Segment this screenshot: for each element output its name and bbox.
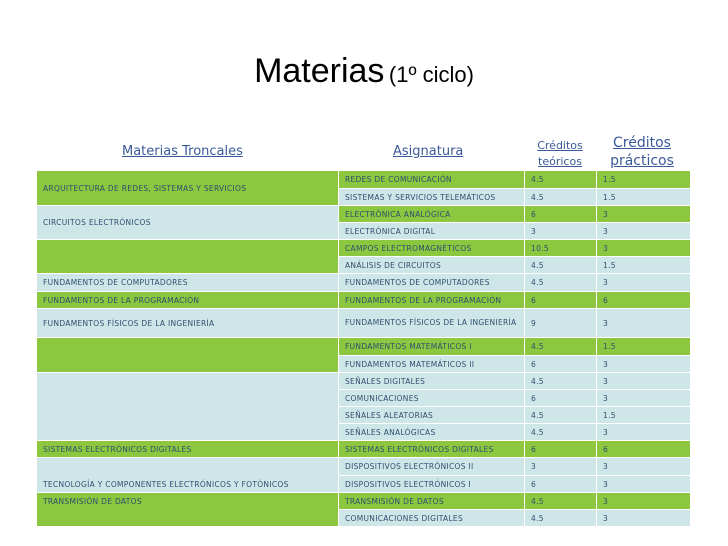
asignatura-cell: DISPOSITIVOS ELECTRÓNICOS II [339, 458, 525, 476]
table-row [37, 240, 691, 257]
table-row [37, 171, 691, 189]
teoricos-cell: 6 [525, 206, 597, 223]
teoricos-cell: 3 [525, 458, 597, 476]
troncal-cell: TRANSMISIÓN DE DATOS [37, 493, 339, 527]
teoricos-cell: 4.5 [525, 407, 597, 424]
title-sub: (1º ciclo) [388, 62, 474, 87]
troncal-cell: CIRCUITOS ELECTRÓNICOS [37, 206, 339, 240]
teoricos-cell: 6 [525, 441, 597, 458]
practicos-cell: 3 [597, 424, 691, 441]
practicos-cell: 3 [597, 309, 691, 338]
troncal-cell: FUNDAMENTOS FÍSICOS DE LA INGENIERÍA [37, 309, 339, 338]
asignatura-cell: SEÑALES ANALÓGICAS [339, 424, 525, 441]
practicos-cell: 6 [597, 292, 691, 309]
table-row [37, 338, 691, 356]
table-row [37, 206, 691, 223]
teoricos-cell: 4.5 [525, 373, 597, 390]
troncal-cell: FUNDAMENTOS DE LA PROGRAMACIÓN [37, 292, 339, 309]
practicos-cell: 3 [597, 356, 691, 373]
asignatura-cell: FUNDAMENTOS DE COMPUTADORES [339, 274, 525, 292]
practicos-cell: 3 [597, 390, 691, 407]
practicos-cell: 1.5 [597, 407, 691, 424]
practicos-cell: 1.5 [597, 171, 691, 189]
teoricos-cell: 9 [525, 309, 597, 338]
practicos-cell: 3 [597, 458, 691, 476]
practicos-cell: 3 [597, 493, 691, 510]
teoricos-cell: 10.5 [525, 240, 597, 257]
teoricos-cell: 6 [525, 292, 597, 309]
practicos-cell: 1.5 [597, 257, 691, 274]
asignatura-cell: FUNDAMENTOS FÍSICOS DE LA INGENIERÍA [339, 309, 525, 338]
asignatura-cell: TRANSMISIÓN DE DATOS [339, 493, 525, 510]
practicos-cell: 3 [597, 206, 691, 223]
header-teoricos-line1: Créditos [537, 139, 583, 152]
teoricos-cell: 4.5 [525, 424, 597, 441]
header-practicos-line2: prácticos [610, 153, 674, 169]
teoricos-cell: 4.5 [525, 257, 597, 274]
troncal-cell [37, 373, 339, 441]
table-row [37, 458, 691, 476]
asignatura-cell: ELECTRÓNICA ANALÓGICA [339, 206, 525, 223]
practicos-cell: 3 [597, 274, 691, 292]
asignatura-cell: FUNDAMENTOS DE LA PROGRAMACIÓN [339, 292, 525, 309]
title-main: Materias [254, 52, 385, 90]
teoricos-cell: 6 [525, 390, 597, 407]
troncal-cell: SISTEMAS ELECTRÓNICOS DIGITALES [37, 441, 339, 458]
asignatura-cell: COMUNICACIONES DIGITALES [339, 510, 525, 527]
asignatura-cell: REDES DE COMUNICACIÓN [339, 171, 525, 189]
teoricos-cell: 4.5 [525, 338, 597, 356]
asignatura-cell: CAMPOS ELECTROMAGNÉTICOS [339, 240, 525, 257]
asignatura-cell: SEÑALES DIGITALES [339, 373, 525, 390]
table-row [37, 493, 691, 510]
troncal-cell: TECNOLOGÍA Y COMPONENTES ELECTRÓNICOS Y FOTÓNICOS [37, 458, 339, 493]
troncal-cell: ARQUITECTURA DE REDES, SISTEMAS Y SERVICIOS [37, 171, 339, 206]
asignatura-cell: DISPOSITIVOS ELECTRÓNICOS I [339, 476, 525, 493]
asignatura-cell: FUNDAMENTOS MATEMÁTICOS II [339, 356, 525, 373]
header-practicos-line1: Créditos [613, 135, 671, 151]
table-row [37, 373, 691, 390]
asignatura-cell: SISTEMAS ELECTRÓNICOS DIGITALES [339, 441, 525, 458]
practicos-cell: 3 [597, 476, 691, 493]
header-creditos-teoricos [532, 138, 588, 170]
teoricos-cell: 4.5 [525, 493, 597, 510]
asignatura-cell: ELECTRÓNICA DIGITAL [339, 223, 525, 240]
teoricos-cell: 4.5 [525, 274, 597, 292]
teoricos-cell: 3 [525, 223, 597, 240]
teoricos-cell: 6 [525, 476, 597, 493]
practicos-cell: 1.5 [597, 189, 691, 206]
asignatura-cell: SISTEMAS Y SERVICIOS TELEMÁTICOS [339, 189, 525, 206]
practicos-cell: 1.5 [597, 338, 691, 356]
teoricos-cell: 6 [525, 356, 597, 373]
materias-table [36, 170, 691, 527]
header-asignatura: Asignatura [393, 144, 464, 159]
asignatura-cell: SEÑALES ALEATORIAS [339, 407, 525, 424]
teoricos-cell: 4.5 [525, 171, 597, 189]
practicos-cell: 3 [597, 240, 691, 257]
practicos-cell: 6 [597, 441, 691, 458]
teoricos-cell: 4.5 [525, 510, 597, 527]
troncal-cell [37, 338, 339, 373]
slide-title [0, 52, 728, 91]
table-row [37, 292, 691, 309]
troncal-cell [37, 240, 339, 274]
practicos-cell: 3 [597, 373, 691, 390]
table-row [37, 309, 691, 338]
practicos-cell: 3 [597, 223, 691, 240]
table-row [37, 274, 691, 292]
header-creditos-practicos [605, 134, 679, 170]
header-materias-troncales: Materias Troncales [122, 144, 243, 159]
practicos-cell: 3 [597, 510, 691, 527]
table-row [37, 441, 691, 458]
asignatura-cell: ANÁLISIS DE CIRCUITOS [339, 257, 525, 274]
asignatura-cell: COMUNICACIONES [339, 390, 525, 407]
header-teoricos-line2: teóricos [538, 155, 582, 168]
teoricos-cell: 4.5 [525, 189, 597, 206]
troncal-cell: FUNDAMENTOS DE COMPUTADORES [37, 274, 339, 292]
asignatura-cell: FUNDAMENTOS MATEMÁTICOS I [339, 338, 525, 356]
